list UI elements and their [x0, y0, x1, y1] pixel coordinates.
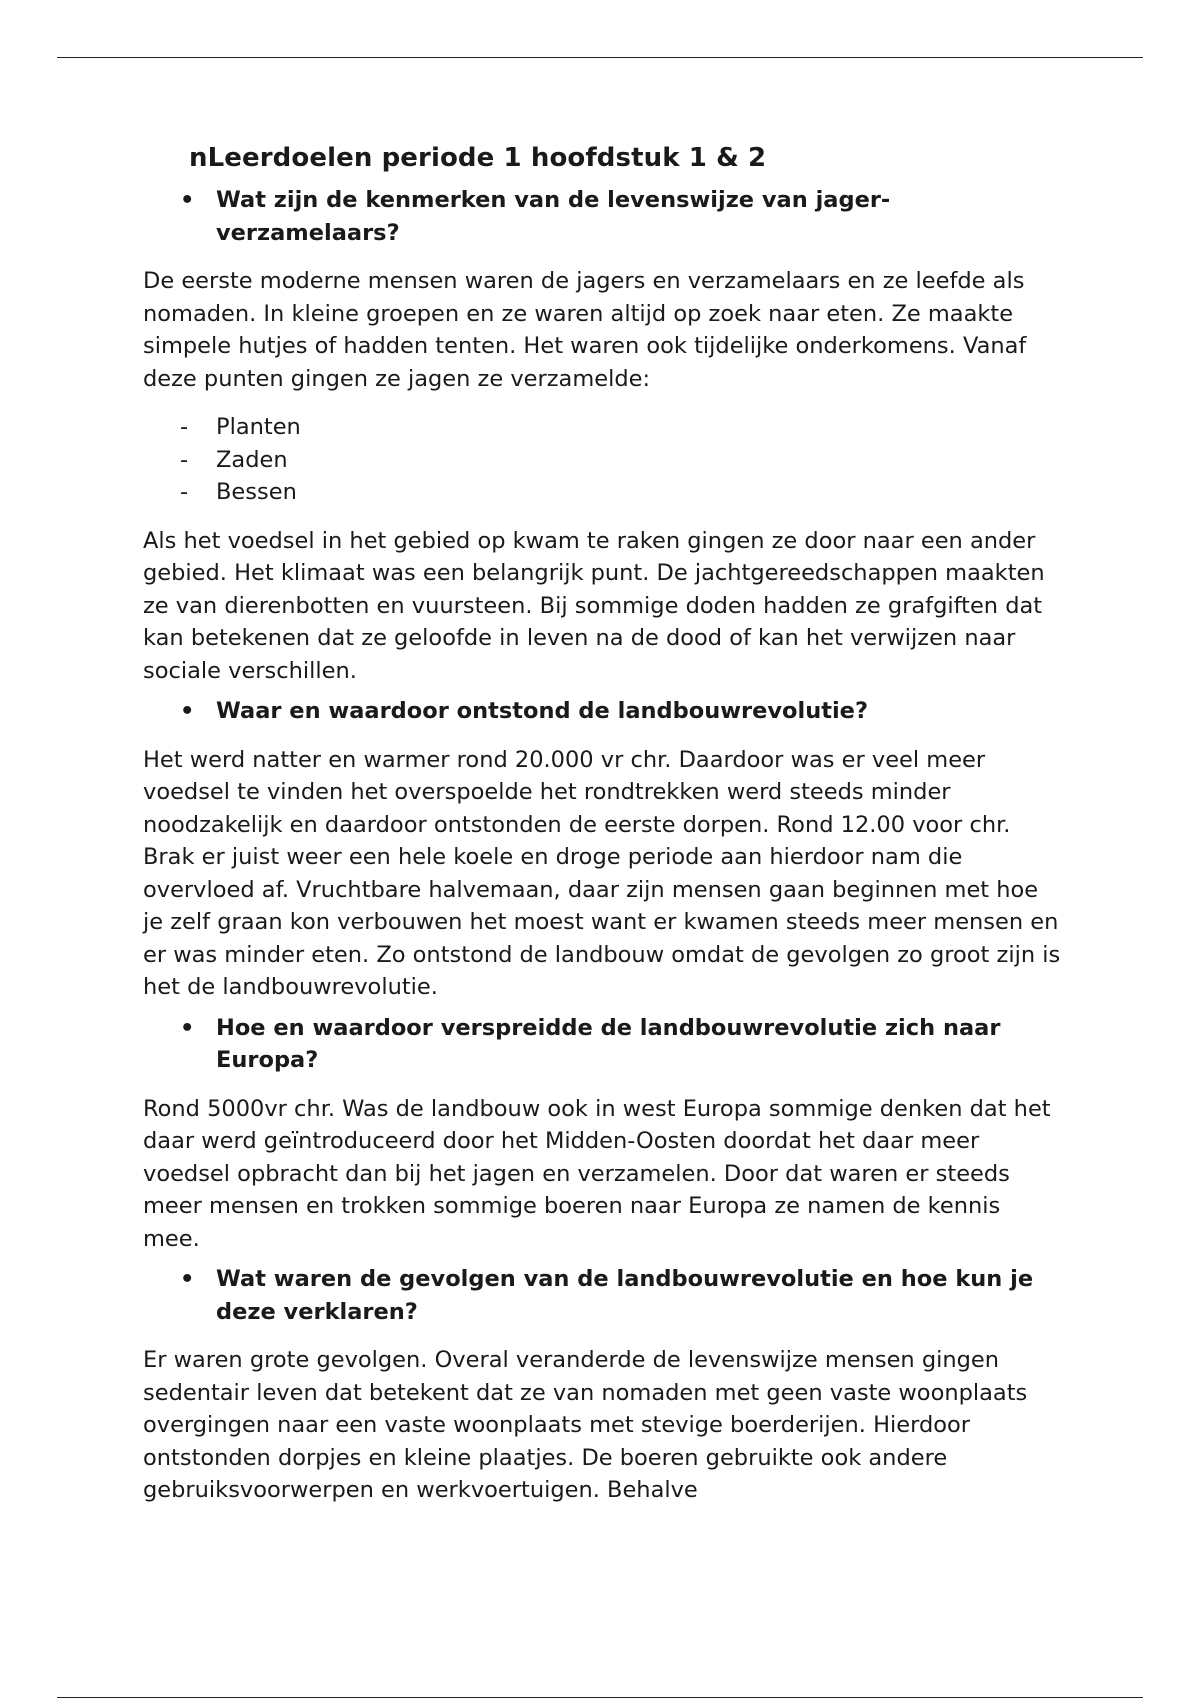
list-item-text: Bessen	[216, 479, 297, 505]
bullet-icon: •	[180, 698, 195, 724]
paragraph: Als het voedsel in het gebied op kwam te raken gingen ze door naar een ander gebied. Het klimaat was een belangrijk punt. De jachtgereedschappen maakten ze van dierenbotten en vuursteen. Bij sommige doden hadden ze grafgiften dat kan betekenen dat ze geloofde in leven na de dood of kan het verwijzen naar sociale verschillen.	[143, 527, 1045, 684]
question-heading	[143, 184, 1063, 249]
question-text: Wat waren de gevolgen van de landbouwrevolutie en hoe kun je deze verklaren?	[216, 1266, 1034, 1325]
question-heading	[143, 1263, 1063, 1328]
list-item-text: Planten	[216, 414, 301, 440]
document-body	[143, 138, 1063, 1507]
dash-icon: -	[180, 479, 189, 505]
page-title: nLeerdoelen periode 1 hoofdstuk 1 & 2	[189, 143, 767, 173]
paragraph: Het werd natter en warmer rond 20.000 vr chr. Daardoor was er veel meer voedsel te vinden het overspoelde het rondtrekken werd steeds minder noodzakelijk en daardoor ontstonden de eerste dorpen. Rond 12.00 voor chr. Brak er juist weer een hele koele en droge periode aan hierdoor nam die overvloed af. Vruchtbare halvemaan, daar zijn mensen gaan beginnen met hoe je zelf graan kon verbouwen het moest want er kwamen steeds meer mensen en er was minder eten. Zo ontstond de landbouw omdat de gevolgen zo groot zijn is het de landbouwrevolutie.	[143, 746, 1061, 1000]
header-rule	[57, 57, 1143, 58]
question-text: Wat zijn de kenmerken van de levenswijze van jager-verzamelaars?	[216, 187, 891, 246]
question-text: Hoe en waardoor verspreidde de landbouwrevolutie zich naar Europa?	[216, 1014, 1001, 1073]
dash-list	[143, 411, 1063, 509]
dash-icon: -	[180, 446, 189, 473]
question-text: Waar en waardoor ontstond de landbouwrevolutie?	[216, 698, 868, 724]
question-heading	[143, 1012, 1063, 1077]
paragraph: Er waren grote gevolgen. Overal veranderde de levenswijze mensen gingen sedentair leven dat betekent dat ze van nomaden met geen vaste woonplaats overgingen naar een vaste woonplaats met stevige boerderijen. Hierdoor ontstonden dorpjes en kleine plaatjes. De boeren gebruikte ook andere gebruiksvoorwerpen en werkvoertuigen. Behalve	[143, 1347, 1028, 1503]
dash-icon: -	[180, 414, 189, 440]
bullet-icon: •	[180, 187, 195, 213]
list-item	[143, 411, 1063, 444]
bullet-icon: •	[180, 1266, 195, 1292]
footer-rule	[57, 1697, 1143, 1698]
question-heading	[143, 695, 1063, 728]
paragraph: De eerste moderne mensen waren de jagers en verzamelaars en ze leefde als nomaden. In kleine groepen en ze waren altijd op zoek naar eten. Ze maakte simpele hutjes of hadden tenten. Het waren ook tijdelijke onderkomens. Vanaf deze punten gingen ze jagen ze verzamelde:	[143, 268, 1027, 392]
list-item-text: Zaden	[216, 446, 288, 473]
bullet-icon: •	[180, 1014, 195, 1041]
paragraph: Rond 5000vr chr. Was de landbouw ook in west Europa sommige denken dat het daar werd geïntroduceerd door het Midden-Oosten doordat het daar meer voedsel opbracht dan bij het jagen en verzamelen. Door dat waren er steeds meer mensen en trokken sommige boeren naar Europa ze namen de kennis mee.	[143, 1095, 1051, 1252]
list-item	[143, 476, 1063, 509]
list-item	[143, 444, 1063, 477]
